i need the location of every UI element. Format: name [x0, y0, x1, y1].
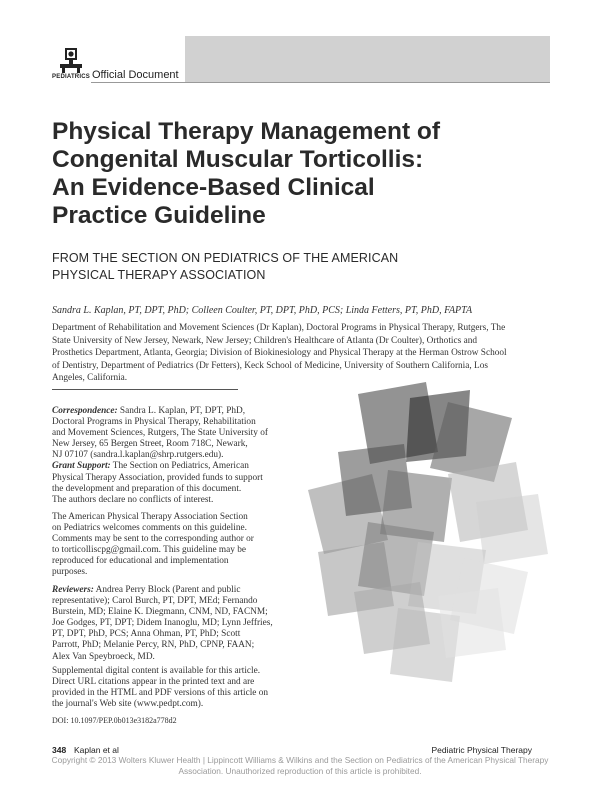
supplemental-line: provided in the HTML and PDF versions of this article on	[52, 688, 269, 699]
journal-name: Pediatric Physical Therapy	[431, 745, 532, 755]
page-number: 348	[52, 745, 67, 755]
subtitle-line: FROM THE SECTION ON PEDIATRICS OF THE AMERICAN	[52, 251, 399, 265]
affiliation-line: of Dentistry, Department of Pediatrics (Dr Fetters), Keck School of Medicine, University of Southern California, Los	[52, 360, 488, 371]
comments-line: reproduced for educational and implementation	[52, 556, 229, 567]
reviewers-line: Alex Van Speybroeck, MD.	[52, 651, 155, 662]
correspondence-block	[52, 406, 292, 506]
grant-label: Grant Support:	[52, 461, 111, 472]
affiliation-line: Angeles, California.	[52, 373, 128, 384]
header-bar	[185, 36, 550, 82]
author-list: Sandra L. Kaplan, PT, DPT, PhD; Colleen Coulter, PT, DPT, PhD, PCS; Linda Fetters, PT, PhD, FAPTA	[52, 305, 473, 316]
title-line: Physical Therapy Management of	[52, 118, 441, 145]
grant-text: The Section on Pediatrics, American	[110, 461, 249, 472]
reviewers-label: Reviewers:	[52, 585, 94, 595]
subtitle-line: PHYSICAL THERAPY ASSOCIATION	[52, 268, 266, 282]
correspondence-label: Correspondence:	[52, 406, 118, 416]
correspondence-line: NJ 07107 (sandra.l.kaplan@shrp.rutgers.edu).	[52, 450, 224, 461]
divider	[52, 389, 238, 390]
reviewers-line: Burstein, MD; Elaine K. Diegmann, CNM, ND, FACNM;	[52, 607, 268, 618]
correspondence-line: New Jersey, 65 Bergen Street, Room 718C, Newark,	[52, 439, 248, 450]
title-line: Congenital Muscular Torticollis:	[52, 146, 424, 173]
supplemental-line: Supplemental digital content is available for this article.	[52, 666, 261, 676]
comments-line: Comments may be sent to the corresponding author or	[52, 534, 254, 545]
art-square	[476, 494, 548, 564]
copyright-line: Copyright © 2013 Wolters Kluwer Health | Lippincott Williams & Wilkins and the Section on Pediatrics of the American Physical Therapy	[51, 755, 549, 765]
affiliation-line: Department of Rehabilitation and Movement Sciences (Dr Kaplan), Doctoral Programs in Physical Therapy, Rutgers, The	[52, 323, 506, 333]
doi: DOI: 10.1097/PEP.0b013e3182a778d2	[52, 716, 177, 725]
comments-line: to torticolliscpg@gmail.com. This guideline may be	[52, 545, 247, 556]
header-rule	[91, 82, 550, 83]
title-line: An Evidence-Based Clinical	[52, 174, 375, 201]
grant-first-line	[52, 461, 292, 472]
reviewers-block	[52, 585, 292, 663]
correspondence-line: and Movement Sciences, Rutgers, The State University of	[52, 428, 268, 439]
reviewers-line: Joe Godges, PT, DPT; Didem Inanoglu, MD; Lynn Jeffries,	[52, 618, 273, 629]
comments-line: on Pediatrics welcomes comments on this guideline.	[52, 523, 247, 534]
document-type-label: Official Document	[92, 69, 179, 81]
affiliations	[52, 322, 550, 385]
correspondence-line: Doctoral Programs in Physical Therapy, Rehabilitation	[52, 417, 256, 428]
logo-wordmark: PEDIATRICS	[52, 74, 90, 80]
comments-line: purposes.	[52, 567, 88, 578]
correspondence-text: Sandra L. Kaplan, PT, DPT, PhD,	[117, 406, 246, 416]
copyright-line: Association. Unauthorized reproduction of this article is prohibited.	[178, 765, 422, 776]
copyright-notice	[0, 755, 600, 776]
title-line: Practice Guideline	[52, 202, 266, 229]
supplemental-block	[52, 666, 292, 710]
supplemental-line: the journal's Web site (www.pedpt.com).	[52, 699, 204, 710]
section-subtitle	[52, 250, 552, 284]
reviewers-line: Parrott, PhD; Melanie Percy, RN, PhD, CPNP, FAAN;	[52, 640, 255, 651]
comments-block	[52, 512, 292, 579]
grant-line: The authors declare no conflicts of interest.	[52, 494, 214, 505]
grant-line: Physical Therapy Association, provided funds to support	[52, 472, 263, 483]
reviewers-first-line	[52, 585, 292, 596]
child-figure-icon	[52, 44, 90, 74]
affiliation-line: State University of New Jersey, Newark, New Jersey; Children's Healthcare of Atlanta (Dr Coulter), Orthotics and	[52, 335, 477, 346]
comments-line: The American Physical Therapy Association Section	[52, 512, 248, 522]
decorative-squares-artwork	[298, 382, 560, 702]
grant-line: the development and preparation of this document.	[52, 483, 242, 494]
art-square	[438, 588, 506, 658]
reviewers-text: Andrea Perry Block (Parent and public	[93, 585, 241, 595]
affiliation-line: Prosthetics Department, Atlanta, Georgia; Division of Biokinesiology and Physical Therapy at the Herman Ostrow School	[52, 348, 507, 359]
reviewers-line: PT, DPT, PhD, PCS; Anna Ohman, PT, PhD; Scott	[52, 629, 241, 640]
correspondence-first-line	[52, 406, 292, 417]
supplemental-line: Direct URL citations appear in the printed text and are	[52, 677, 255, 688]
reviewers-line: representative); Carol Burch, PT, DPT, MEd; Fernando	[52, 596, 258, 607]
pediatrics-logo	[52, 44, 90, 84]
running-author: Kaplan et al	[74, 745, 119, 755]
article-title	[52, 118, 552, 230]
